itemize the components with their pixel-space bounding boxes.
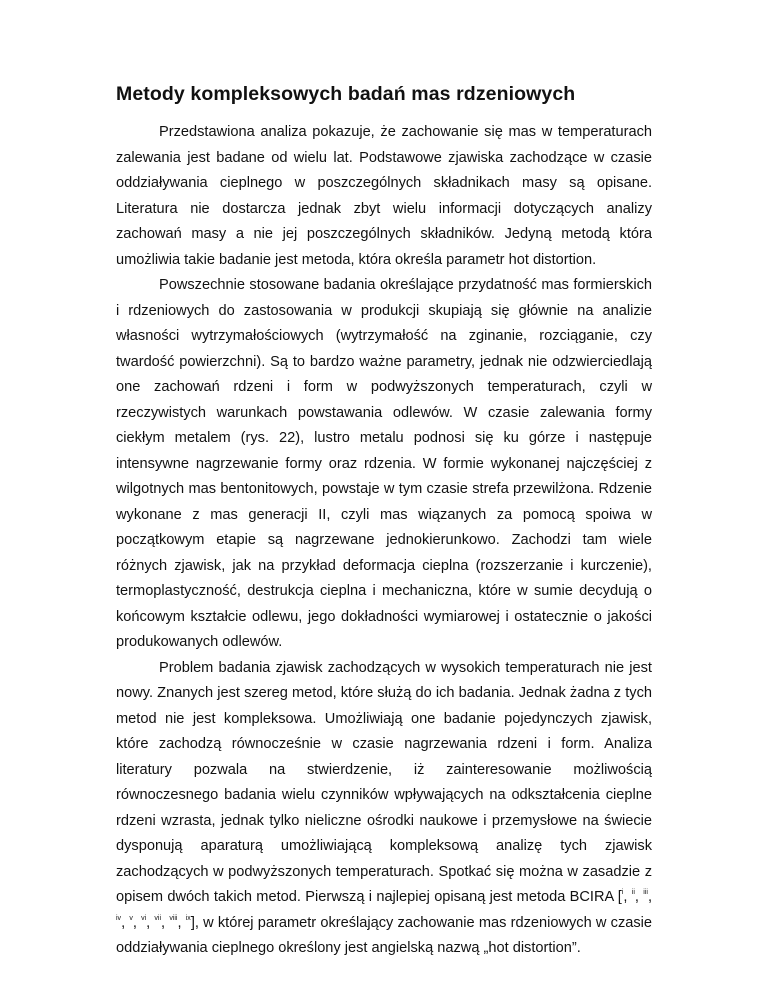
- document-title: Metody kompleksowych badań mas rdzeniowych: [116, 83, 576, 105]
- paragraph-3: Problem badania zjawisk zachodzących w wysokich temperaturach nie jest nowy. Znanych jest szereg metod, które służą do ich badania. Jednak żadna z tych metod nie jest kompleksowa. Umożliwiają one badanie pojedynczych zjawisk, które zachodzą równocześnie w czasie nagrzewania rdzeni i form. Analiza literatury pozwala na stwierdzenie, iż zainteresowanie możliwością równoczesnego badania wielu czynników wpływających na odkształcenia cieplne rdzeni wzrasta, jednak tylko nieliczne ośrodki naukowe i przemysłowe na świecie dysponują aparaturą umożliwiającą kompleksową analizę tych zjawisk zachodzących w podwyższonych temperaturach. Spotkać się można w zasadzie z opisem dwóch takich metod. Pierwszą i najlepiej opisaną jest metoda BCIRA [$^i$, $^{ii}$, $^{iii}$, $^{iv}$, $^v$, $^{vi}$, $^{vii}$, $^{viii}$, $^{ix}$], w której parametr określający zachowanie mas rdzeniowych w czasie oddziaływania cieplnego określony jest angielską nazwą „hot distortion”.: [116, 659, 653, 956]
- reference-ii[interactable]: ii: [631, 889, 635, 896]
- reference-iii[interactable]: iii: [643, 889, 648, 896]
- paragraph-2: Powszechnie stosowane badania określające przydatność mas formierskich i rdzeniowych do zastosowania w produkcji skupiają się głównie na analizie własności wytrzymałościowych (wytrzymałość na zginanie, rozciąganie, czy twardość powierzchni). Są to bardzo ważne parametry, jednak nie odzwierciedlają one zachowań rdzeni i form w podwyższonych temperaturach, czyli w rzeczywistych warunkach powstawania odlewów. W czasie zalewania formy ciekłym metalem (rys. 22), lustro metalu podnosi się ku górze i następuje intensywne nagrzewanie formy oraz rdzenia. W formie wykonanej najczęściej z wilgotnych mas bentonitowych, powstaje w tym czasie strefa przewilżona. Rdzenie wykonane z mas generacji II, czyli mas wiązanych za pomocą spoiwa w początkowym etapie są nagrzewane jednokierunkowo. Zachodzi tam wiele różnych zjawisk, jak na przykład deformacja cieplna (rozszerzanie i kurczenie), termoplastyczność, destrukcja cieplna i mechaniczna, które w sumie decydują o końcowym kształcie odlewu, jego dokładności wymiarowej i ostatecznie o jakości produkowanych odlewów.: [116, 277, 652, 650]
- paragraph-1: Przedstawiona analiza pokazuje, że zachowanie się mas w temperaturach zalewania jest badane od wielu lat. Podstawowe zjawiska zachodzące w czasie oddziaływania cieplnego w poszczególnych składnikach masy są opisane. Literatura nie dostarcza jednak zbyt wielu informacji dotyczących analizy zachowań masy a nie jej poszczególnych składników. Jedyną metodą która umożliwia takie badanie jest metoda, która określa parametr hot distortion.: [116, 124, 652, 268]
- reference-viii[interactable]: viii: [169, 914, 178, 922]
- reference-i[interactable]: i: [621, 889, 624, 896]
- paragraph-3-tail: ], w której parametr określający zachowanie mas rdzeniowych w czasie oddziaływania cieplnego określony jest angielską nazwą „hot distortion”.: [116, 914, 653, 956]
- paragraph-3-text: Problem badania zjawisk zachodzących w wysokich temperaturach nie jest nowy. Znanych jest szereg metod, które służą do ich badania. Jednak żadna z tych metod nie jest kompleksowa. Umożliwiają one badanie pojedynczych zjawisk, które zachodzą równocześnie w czasie nagrzewania rdzeni i form. Analiza literatury pozwala na stwierdzenie, iż zainteresowanie możliwością równoczesnego badania wielu czynników wpływających na odkształcenia cieplne rdzeni wzrasta, jednak tylko nieliczne ośrodki naukowe i przemysłowe na świecie dysponują aparaturą umożliwiającą kompleksową analizę tych zjawisk zachodzących w podwyższonych temperaturach. Spotkać się można w zasadzie z opisem dwóch takich metod. Pierwszą i najlepiej opisaną jest metoda BCIRA [: [116, 659, 652, 905]
- reference-vi[interactable]: vi: [141, 914, 147, 922]
- reference-ix[interactable]: ix: [185, 914, 191, 922]
- reference-v[interactable]: v: [129, 914, 133, 922]
- reference-vii[interactable]: vii: [154, 914, 162, 922]
- document-page: [116, 80, 652, 962]
- reference-iv[interactable]: iv: [116, 914, 122, 922]
